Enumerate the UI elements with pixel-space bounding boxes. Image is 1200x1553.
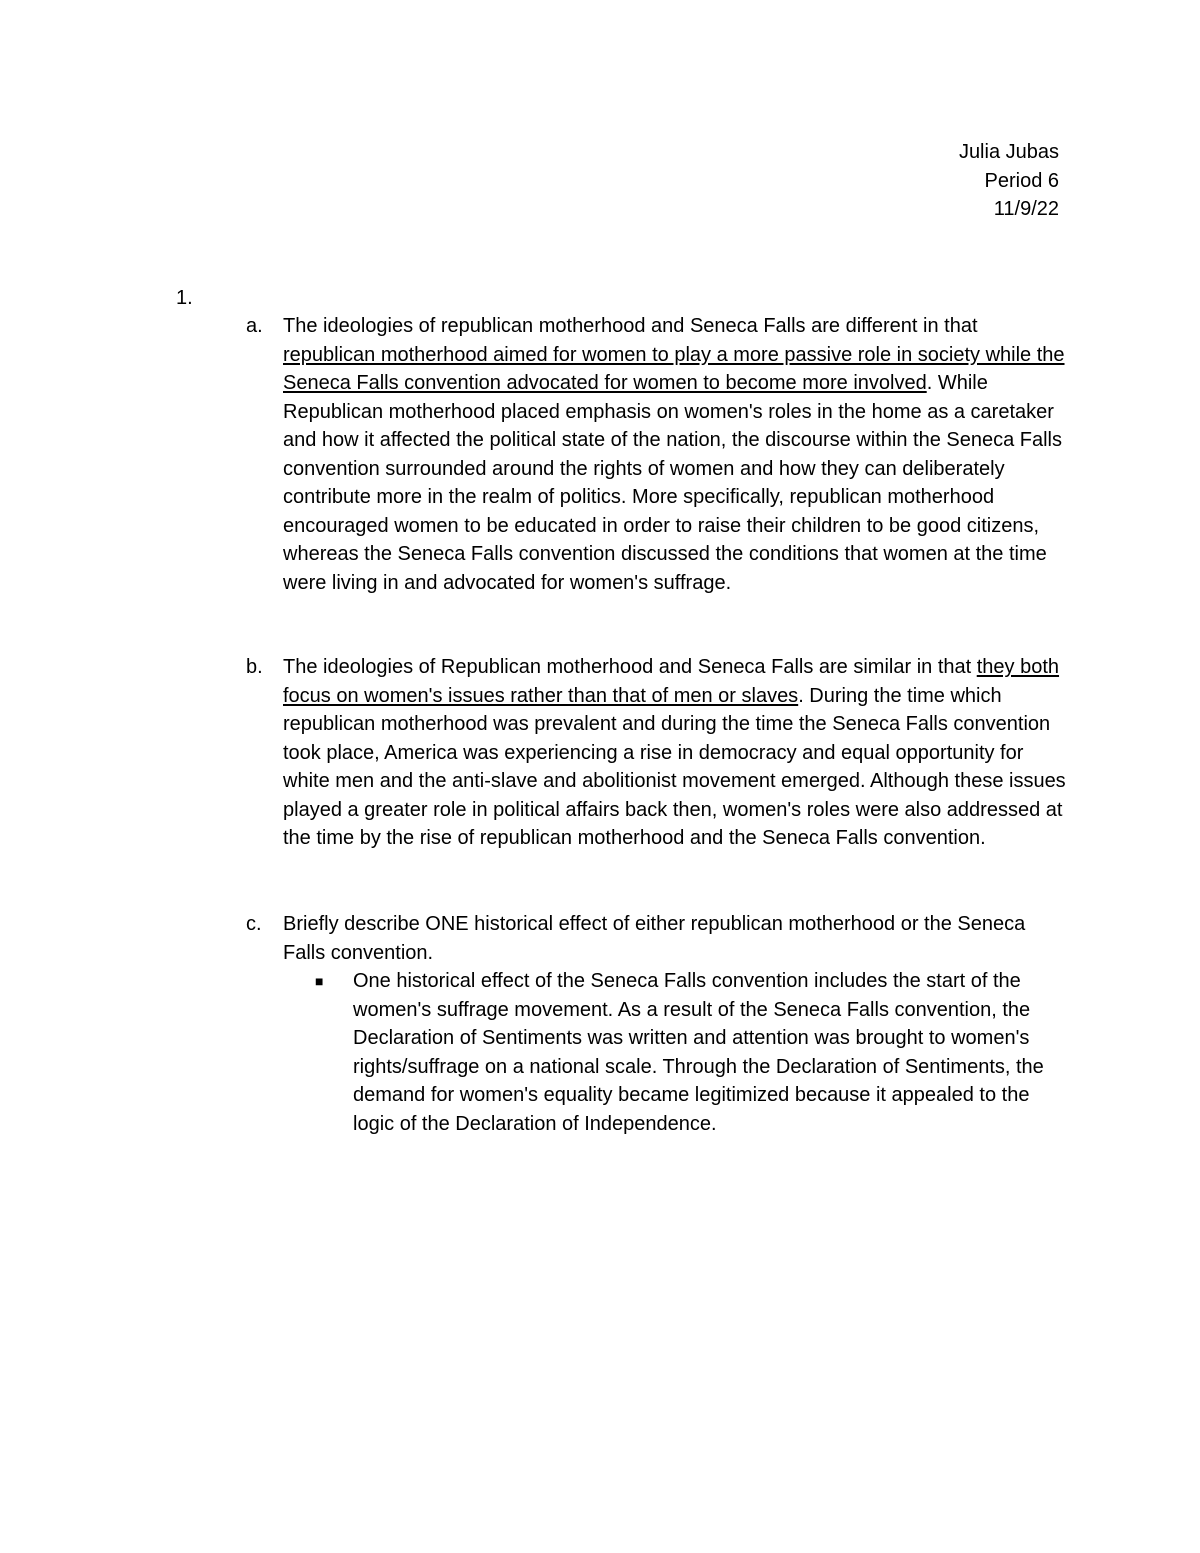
answer-a-marker: a. xyxy=(246,315,263,337)
answer-b-thesis: they both focus on women's issues rather than that of men or slaves xyxy=(283,656,1060,707)
answer-c-response: One historical effect of the Seneca Falls convention includes the start of the women's suffrage movement. As a result of the Seneca Falls convention, the Declaration of Sentiments was written and attention was brought to women's rights/suffrage on a national scale. Through the Declaration of Sentiments, the demand for women's equality became legitimized because it appealed to the logic of the Declaration of Independence. xyxy=(353,970,1044,1135)
answer-b-marker: b. xyxy=(246,656,263,678)
question-number: 1. xyxy=(176,287,193,309)
answer-a-thesis: republican motherhood aimed for women to play a more passive role in society while the Seneca Falls convention advocated for women to become more involved xyxy=(283,343,1065,394)
class-period: Period 6 xyxy=(984,169,1059,192)
answer-a xyxy=(246,312,1073,597)
answer-c-marker: c. xyxy=(246,913,262,935)
answer-b xyxy=(246,653,1073,853)
answer-a-intro: The ideologies of republican motherhood and Seneca Falls are different in that xyxy=(283,315,978,337)
answer-c-response-item xyxy=(315,967,1058,1138)
answer-b-intro: The ideologies of Republican motherhood and Seneca Falls are similar in that xyxy=(283,656,977,678)
square-bullet-icon: ■ xyxy=(315,973,324,989)
answer-b-body: . During the time which republican motherhood was prevalent and during the time the Seneca Falls convention took place, America was experiencing a rise in democracy and equal opportunity for white men and the anti-slave and abolitionist movement emerged. Although these issues played a greater role in political affairs back then, women's roles were also addressed at the time by the rise of republican motherhood and the Seneca Falls convention. xyxy=(283,684,1066,849)
assignment-date: 11/9/22 xyxy=(993,198,1059,220)
answer-c xyxy=(246,910,1073,1138)
student-name: Julia Jubas xyxy=(958,141,1059,163)
header-block xyxy=(959,138,1059,224)
answer-a-body: . While Republican motherhood placed emphasis on women's roles in the home as a caretaker and how it affected the political state of the nation, the discourse within the Seneca Falls convention surrounded around the rights of women and how they can deliberately contribute more in the realm of politics. More specifically, republican motherhood encouraged women to be educated in order to raise their children to be good citizens, whereas the Seneca Falls convention discussed the conditions that women at the time were living in and advocated for women's suffrage. xyxy=(283,372,1062,594)
answer-c-prompt: Briefly describe ONE historical effect of either republican motherhood or the Seneca Falls convention. xyxy=(283,913,1026,964)
